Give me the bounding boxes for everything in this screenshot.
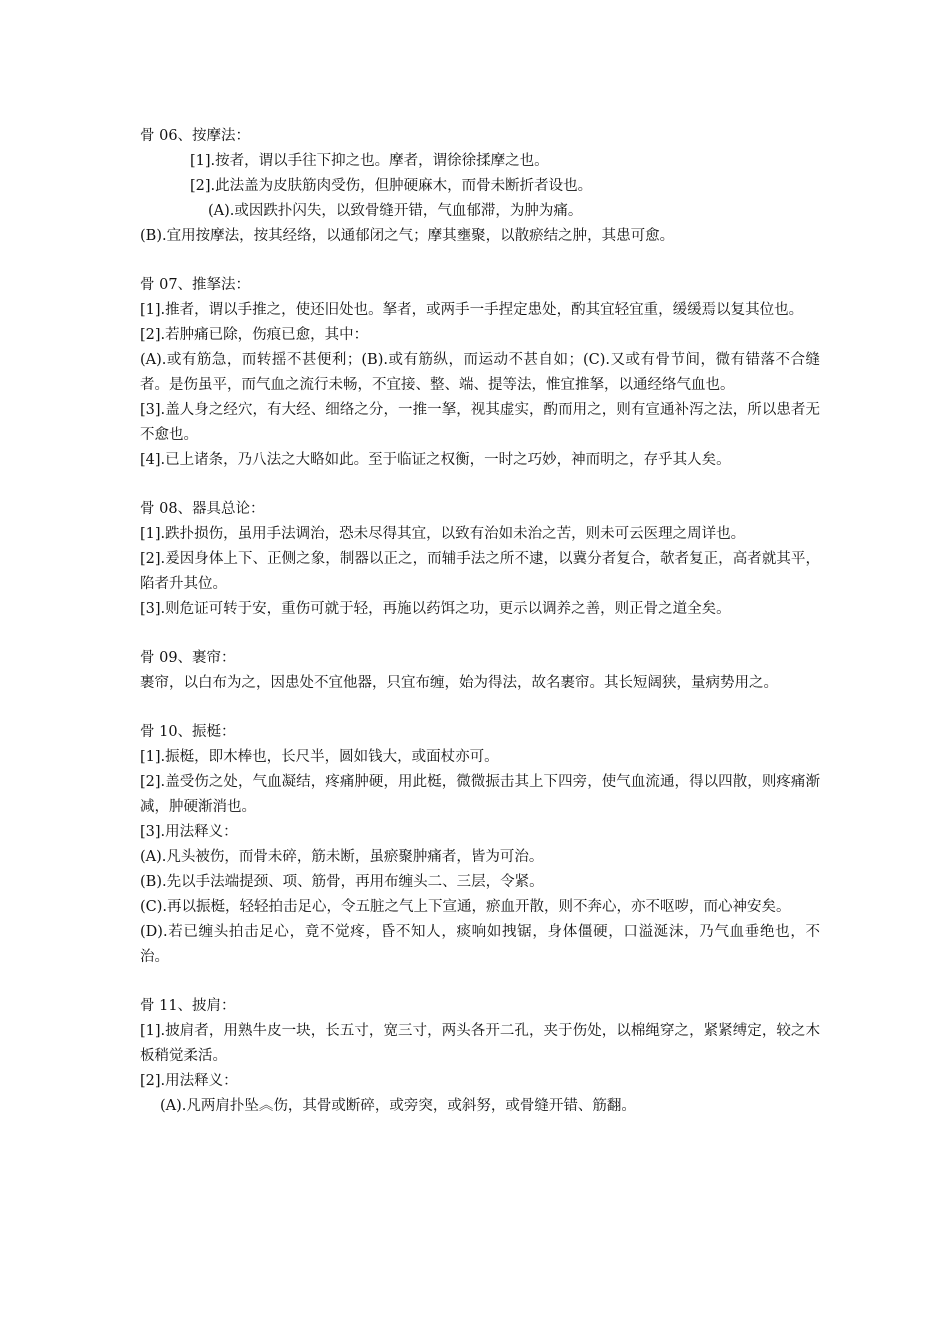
paragraph: (D).若已缠头拍击足心，竟不觉疼，昏不知人，痰响如拽锯，身体僵硬，口溢涎沫，乃气血垂绝也，不治。 <box>140 924 820 965</box>
paragraph: [3].则危证可转于安，重伤可就于轻，再施以药饵之功，更示以调养之善，则正骨之道全矣。 <box>140 601 731 617</box>
paragraph: [1].推者，谓以手推之，使还旧处也。拏者，或两手一手捏定患处，酌其宜轻宜重，缓缓焉以复其位也。 <box>140 302 804 318</box>
section-heading: 骨 07、推拏法： <box>140 277 251 293</box>
paragraph: [2].此法盖为皮肤筋肉受伤，但肿硬麻木，而骨未断折者设也。 <box>190 178 593 194</box>
paragraph: [1].披肩者，用熟牛皮一块，长五寸，宽三寸，两头各开二孔，夹于伤处，以棉绳穿之，紧紧缚定，较之木板稍觉柔活。 <box>140 1023 820 1064</box>
section-09 <box>140 646 820 696</box>
paragraph: [3].用法释义： <box>140 824 238 840</box>
section-heading: 骨 09、裹帘： <box>140 650 236 666</box>
paragraph: 裹帘，以白布为之，因患处不宜他器，只宜布缠，始为得法，故名裹帘。其长短阔狭，量病势用之。 <box>140 675 778 691</box>
paragraph: (A).或有筋急，而转摇不甚便利；(B).或有筋纵，而运动不甚自如；(C).又或有骨节间，微有错落不合缝者。是伤虽平，而气血之流行未畅，不宜接、整、端、提等法，惟宜推拏，以通经络气血也。 <box>140 352 820 393</box>
section-11 <box>140 994 820 1119</box>
section-heading: 骨 08、器具总论： <box>140 501 265 517</box>
section-10 <box>140 720 820 970</box>
paragraph: [1].按者，谓以手往下抑之也。摩者，谓徐徐揉摩之也。 <box>190 153 549 169</box>
paragraph: (B).宜用按摩法，按其经络，以通郁闭之气；摩其壅聚，以散瘀结之肿，其患可愈。 <box>140 228 675 244</box>
section-heading: 骨 10、振梃： <box>140 724 236 740</box>
paragraph: [1].振梃，即木棒也，长尺半，圆如钱大，或面杖亦可。 <box>140 749 499 765</box>
paragraph: (C).再以振梃，轻轻拍击足心，令五脏之气上下宣通，瘀血开散，则不奔心，亦不呕哕，而心神安矣。 <box>140 899 791 915</box>
paragraph: [1].跌扑损伤，虽用手法调治，恐未尽得其宜，以致有治如未治之苦，则未可云医理之周详也。 <box>140 526 746 542</box>
section-heading: 骨 06、按摩法： <box>140 128 251 144</box>
paragraph: (A).凡两肩扑坠︽伤，其骨或断碎，或旁突，或斜努，或骨缝开错、筋翻。 <box>160 1098 636 1114</box>
paragraph: (B).先以手法端提颈、项、筋骨，再用布缠头二、三层，令紧。 <box>140 874 544 890</box>
paragraph: [2].爰因身体上下、正侧之象，制器以正之，而辅手法之所不逮，以冀分者复合，欹者复正，高者就其平，陷者升其位。 <box>140 551 820 592</box>
paragraph: [4].已上诸条，乃八法之大略如此。至于临证之权衡，一时之巧妙，神而明之，存乎其人矣。 <box>140 452 731 468</box>
paragraph: [2].若肿痛已除，伤痕已愈，其中： <box>140 327 369 343</box>
paragraph: [3].盖人身之经穴，有大经、细络之分，一推一拏，视其虚实，酌而用之，则有宣通补泻之法，所以患者无不愈也。 <box>140 402 820 443</box>
section-08 <box>140 497 820 622</box>
paragraph: [2].用法释义： <box>140 1073 238 1089</box>
paragraph: [2].盖受伤之处，气血凝结，疼痛肿硬，用此梃，微微振击其上下四旁，使气血流通，得以四散，则疼痛渐减，肿硬渐消也。 <box>140 774 820 815</box>
section-06 <box>140 124 820 249</box>
document-page <box>140 124 820 1143</box>
section-heading: 骨 11、披肩： <box>140 998 236 1014</box>
paragraph: (A).或因跌扑闪失，以致骨缝开错，气血郁滞，为肿为痛。 <box>208 203 583 219</box>
paragraph: (A).凡头被伤，而骨未碎，筋未断，虽瘀聚肿痛者，皆为可治。 <box>140 849 544 865</box>
section-07 <box>140 273 820 473</box>
